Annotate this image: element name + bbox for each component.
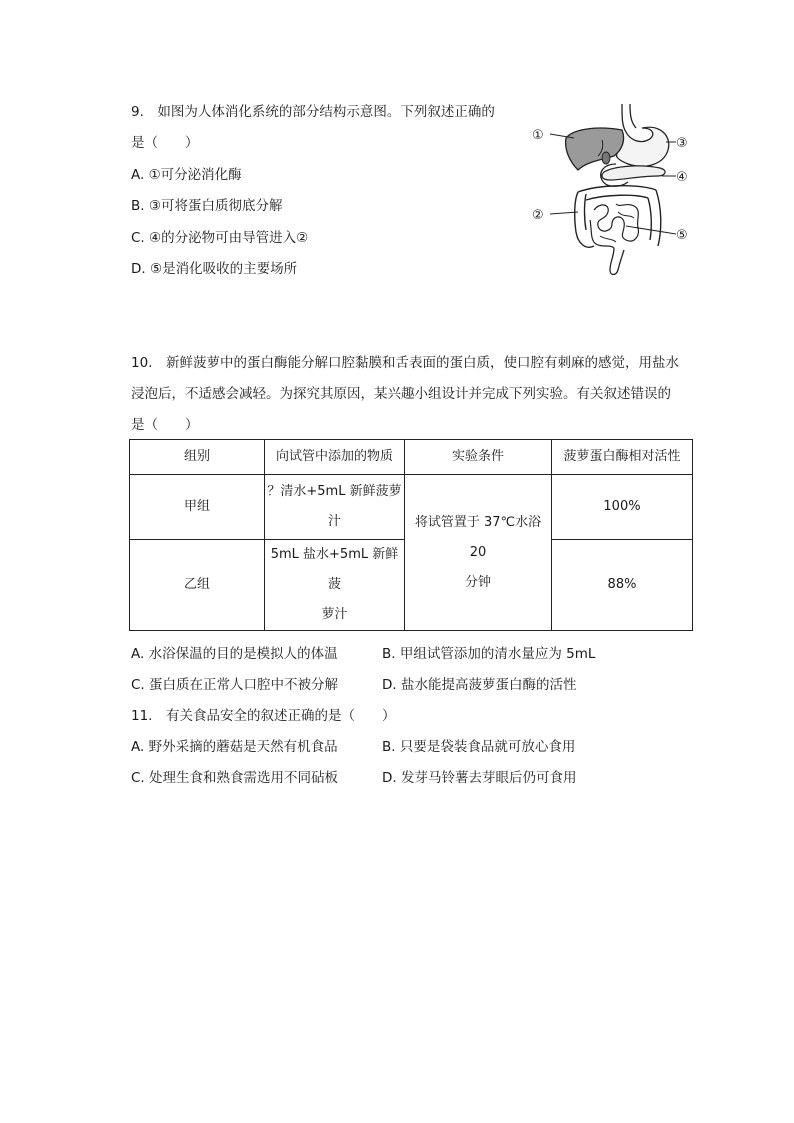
q10-stem-line2: 浸泡后，不适感会减轻。为探究其原因，某兴趣小组设计并完成下列实验。有关叙述错误的 xyxy=(131,386,671,402)
header-activity: 菠萝蛋白酶相对活性 xyxy=(552,440,693,475)
q10-option-a: A. 水浴保温的目的是模拟人的体温 xyxy=(131,646,338,662)
table-header-row xyxy=(130,440,693,475)
figure-label-3: ③ xyxy=(676,136,688,151)
row1-substance-line1: ？清水+5mL 新鲜菠萝 xyxy=(267,484,402,499)
q9-option-a: A. ①可分泌消化酶 xyxy=(131,167,242,183)
q11-option-c: C. 处理生食和熟食需选用不同砧板 xyxy=(131,770,339,786)
q10-option-c: C. 蛋白质在正常人口腔中不被分解 xyxy=(131,677,339,693)
pancreas-shape xyxy=(602,166,665,180)
figure-label-1: ① xyxy=(532,128,544,143)
row1-substance-line2: 汁 xyxy=(327,514,341,529)
row2-activity: 88% xyxy=(552,540,693,631)
q9-option-b: B. ③可将蛋白质彻底分解 xyxy=(131,198,283,214)
q11-stem: 11. 有关食品安全的叙述正确的是（ ） xyxy=(131,708,396,724)
q11-option-d: D. 发芽马铃薯去芽眼后仍可食用 xyxy=(382,770,577,786)
q10-stem-line3: 是（ ） xyxy=(131,417,199,433)
stomach-shape xyxy=(616,127,668,166)
shared-condition xyxy=(405,475,552,631)
digestive-system-diagram xyxy=(530,100,730,280)
table-row xyxy=(130,475,693,540)
figure-label-2: ② xyxy=(532,208,544,223)
condition-line2: 分钟 xyxy=(464,574,491,590)
header-group: 组别 xyxy=(130,440,265,475)
row1-group: 甲组 xyxy=(130,475,265,540)
condition-line1: 将试管置于 37℃水浴 20 xyxy=(414,514,542,560)
row2-substance-line2: 萝汁 xyxy=(321,607,348,622)
q9-option-c: C. ④的分泌物可由导管进入② xyxy=(131,230,309,246)
row1-activity: 100% xyxy=(552,475,693,540)
figure-label-5: ⑤ xyxy=(676,228,688,243)
header-substance: 向试管中添加的物质 xyxy=(265,440,405,475)
experiment-table xyxy=(129,439,693,631)
q11-option-b: B. 只要是袋装食品就可放心食用 xyxy=(382,739,576,755)
figure-label-4: ④ xyxy=(676,170,688,185)
row2-substance-line1: 5mL 盐水+5mL 新鲜菠 xyxy=(270,547,399,592)
q11-option-a: A. 野外采摘的蘑菇是天然有机食品 xyxy=(131,739,338,755)
q9-option-d: D. ⑤是消化吸收的主要场所 xyxy=(131,261,298,277)
row1-substance xyxy=(265,475,405,540)
q10-stem-line1: 10. 新鲜菠萝中的蛋白酶能分解口腔黏膜和舌表面的蛋白质，使口腔有刺麻的感觉，用盐水 xyxy=(131,355,679,371)
row2-group: 乙组 xyxy=(130,540,265,631)
q9-stem-line2: 是（ ） xyxy=(131,135,199,151)
q10-option-d: D. 盐水能提高菠萝蛋白酶的活性 xyxy=(382,677,577,693)
header-condition: 实验条件 xyxy=(405,440,552,475)
q9-stem-line1: 9. 如图为人体消化系统的部分结构示意图。下列叙述正确的 xyxy=(131,104,495,120)
row2-substance xyxy=(265,540,405,631)
q10-option-b: B. 甲组试管添加的清水量应为 5mL xyxy=(382,646,596,662)
